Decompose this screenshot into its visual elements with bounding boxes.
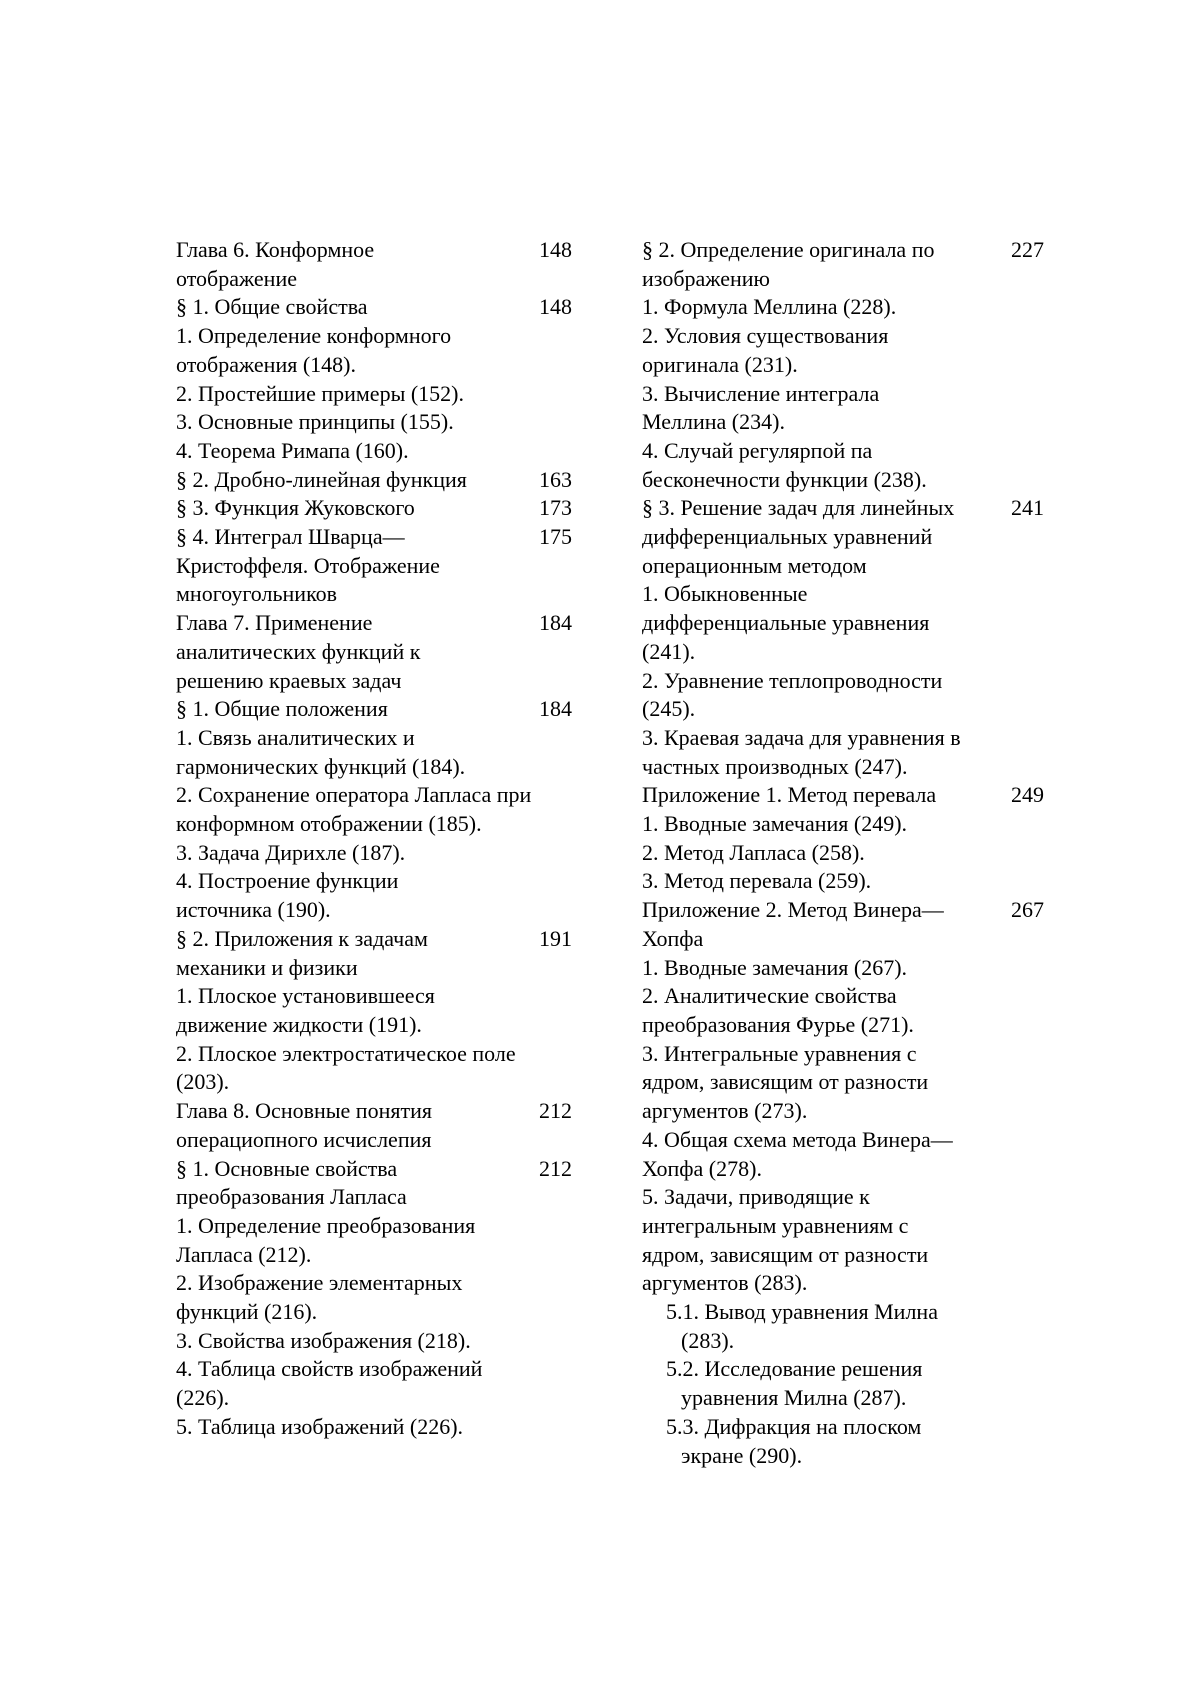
toc-entry-title: 5. Задачи, приводящие к интегральным уравнениям с ядром, зависящим от разности аргументов (283). xyxy=(642,1184,929,1296)
toc-left-column xyxy=(176,236,596,1442)
toc-entry[interactable] xyxy=(642,494,1062,580)
toc-entry-title: 2. Сохранение оператора Лапласа при конформном отображении (185). xyxy=(176,782,532,837)
toc-entry-page: 227 xyxy=(1011,237,1044,262)
toc-entry[interactable] xyxy=(642,437,1062,494)
toc-entry[interactable] xyxy=(176,1212,596,1269)
toc-entry-title: 2. Уравнение теплопроводности (245). xyxy=(642,667,943,722)
toc-entry[interactable] xyxy=(176,293,596,322)
toc-entry[interactable] xyxy=(176,1269,596,1326)
toc-right-column xyxy=(642,236,1062,1470)
toc-entry-title xyxy=(642,1355,962,1412)
toc-entry-title: 2. Простейшие примеры (152). xyxy=(176,380,464,406)
toc-entry[interactable] xyxy=(176,1413,596,1442)
toc-entry-title: § 2. Дробно-линейная функция xyxy=(176,466,467,492)
toc-entry-title xyxy=(642,1298,962,1355)
toc-entry[interactable] xyxy=(176,1040,596,1097)
toc-entry-title: 3. Вычисление интеграла Меллина (234). xyxy=(642,380,880,435)
toc-entry[interactable] xyxy=(642,1413,1062,1470)
toc-entry-title: § 2. Приложения к задачам механики и физики xyxy=(176,925,428,980)
toc-entry[interactable] xyxy=(642,839,1062,868)
toc-entry-page: 163 xyxy=(539,466,572,492)
toc-entry[interactable] xyxy=(176,781,596,838)
toc-entry-title: Глава 6. Конформное отображение xyxy=(176,237,375,291)
toc-entry[interactable] xyxy=(642,896,1062,953)
toc-entry[interactable] xyxy=(176,1097,596,1154)
toc-entry-title: 1. Плоское установившееся движение жидкости (191). xyxy=(176,983,435,1037)
toc-entry[interactable] xyxy=(176,867,596,924)
toc-entry[interactable] xyxy=(176,839,596,868)
toc-entry-page: 267 xyxy=(1011,897,1044,923)
toc-entry-title-text: 5.3. Дифракция на плоском экране (290). xyxy=(666,1413,922,1468)
toc-entry[interactable] xyxy=(642,1126,1062,1183)
toc-entry-title: 3. Интегральные уравнения с ядром, зависящим от разности аргументов (273). xyxy=(642,1040,929,1124)
toc-entry-title: 4. Построение функции источника (190). xyxy=(176,868,399,923)
toc-entry[interactable] xyxy=(642,322,1062,379)
toc-entry[interactable] xyxy=(642,982,1062,1039)
toc-entry[interactable] xyxy=(642,781,1062,810)
toc-entry-title: § 3. Функция Жуковского xyxy=(176,495,415,521)
toc-entry-title: § 1. Основные свойства преобразования Лапласа xyxy=(176,1155,407,1210)
toc-entry-page: 212 xyxy=(539,1155,572,1181)
toc-entry-title: 3. Метод перевала (259). xyxy=(642,868,872,894)
toc-entry-page: 241 xyxy=(1011,495,1044,521)
toc-entry-page: 212 xyxy=(539,1098,572,1124)
toc-entry-title: § 1. Общие положения xyxy=(176,696,388,722)
toc-entry-title: 4. Общая схема метода Винера—Хопфа (278). xyxy=(642,1126,953,1181)
toc-entry-title: 3. Задача Дирихле (187). xyxy=(176,839,406,865)
toc-entry[interactable] xyxy=(176,408,596,437)
toc-entry[interactable] xyxy=(176,494,596,523)
toc-entry-title: 2. Изображение элементарных функций (216). xyxy=(176,1270,463,1325)
toc-entry-title: § 1. Общие свойства xyxy=(176,294,368,320)
toc-entry-title: 1. Связь аналитических и гармонических функций (184). xyxy=(176,724,466,779)
toc-entry-page: 184 xyxy=(539,610,572,636)
toc-entry-title: 1. Обыкновенные дифференциальные уравнения (241). xyxy=(642,581,930,664)
toc-entry-title: 1. Определение преобразования Лапласа (212). xyxy=(176,1212,476,1267)
toc-entry-title: 3. Основные принципы (155). xyxy=(176,409,454,435)
toc-entry[interactable] xyxy=(176,609,596,695)
toc-entry[interactable] xyxy=(642,954,1062,983)
toc-entry[interactable] xyxy=(642,1298,1062,1355)
toc-entry-page: 249 xyxy=(1011,782,1044,808)
toc-entry-page: 148 xyxy=(539,237,572,262)
toc-entry[interactable] xyxy=(176,1355,596,1412)
toc-entry-title: 3. Свойства изображения (218). xyxy=(176,1327,471,1353)
toc-entry-title: 3. Краевая задача для уравнения в частных производных (247). xyxy=(642,724,961,779)
toc-entry-page: 173 xyxy=(539,495,572,521)
toc-entry[interactable] xyxy=(176,523,596,609)
toc-entry-page: 184 xyxy=(539,696,572,722)
toc-entry-title-text: 5.1. Вывод уравнения Милна (283). xyxy=(666,1299,938,1353)
toc-entry-title: 4. Теорема Римапа (160). xyxy=(176,437,409,463)
toc-entry[interactable] xyxy=(642,236,1062,293)
toc-entry[interactable] xyxy=(176,437,596,466)
toc-entry-page: 191 xyxy=(539,925,572,951)
toc-entry-title: Приложение 2. Метод Винера—Хопфа xyxy=(642,897,944,951)
toc-entry[interactable] xyxy=(176,982,596,1039)
toc-entry-title xyxy=(642,1413,962,1470)
toc-entry[interactable] xyxy=(176,1155,596,1212)
toc-entry-title: 1. Формула Меллина (228). xyxy=(642,294,897,320)
toc-entry-title: Приложение 1. Метод перевала xyxy=(642,782,937,808)
toc-entry[interactable] xyxy=(642,1040,1062,1126)
toc-entry[interactable] xyxy=(642,724,1062,781)
toc-entry[interactable] xyxy=(642,667,1062,724)
toc-entry-title-text: 5.2. Исследование решения уравнения Милна (287). xyxy=(666,1356,923,1411)
toc-entry-title: § 2. Определение оригинала по изображению xyxy=(642,237,935,291)
toc-entry[interactable] xyxy=(176,925,596,982)
toc-entry[interactable] xyxy=(176,380,596,409)
toc-entry[interactable] xyxy=(176,724,596,781)
toc-entry[interactable] xyxy=(642,1183,1062,1298)
toc-entry-title: 4. Случай регулярпой па бесконечности функции (238). xyxy=(642,437,927,492)
toc-entry-page: 148 xyxy=(539,294,572,320)
toc-entry-title: § 3. Решение задач для линейных дифференциальных уравнений операционным методом xyxy=(642,495,955,578)
toc-entry-title: Глава 7. Применение аналитических функций к решению краевых задач xyxy=(176,610,421,693)
toc-entry[interactable] xyxy=(642,810,1062,839)
toc-entry[interactable] xyxy=(176,466,596,495)
toc-entry[interactable] xyxy=(176,1327,596,1356)
toc-entry-title: 1. Определение конформного отображения (148). xyxy=(176,323,452,377)
toc-entry-title: 2. Метод Лапласа (258). xyxy=(642,839,865,865)
toc-entry[interactable] xyxy=(642,1355,1062,1412)
toc-entry-title: § 4. Интеграл Шварца—Кристоффеля. Отображение многоугольников xyxy=(176,524,440,607)
toc-entry[interactable] xyxy=(176,322,596,379)
toc-entry-title: 1. Вводные замечания (249). xyxy=(642,811,908,837)
toc-entry-title: 4. Таблица свойств изображений (226). xyxy=(176,1356,483,1411)
toc-entry[interactable] xyxy=(642,580,1062,666)
toc-entry[interactable] xyxy=(176,236,596,293)
toc-entry-title: 2. Аналитические свойства преобразования Фурье (271). xyxy=(642,983,914,1037)
toc-entry[interactable] xyxy=(176,695,596,724)
toc-entry-title: 5. Таблица изображений (226). xyxy=(176,1413,464,1439)
toc-entry-title: 2. Условия существования оригинала (231). xyxy=(642,323,889,377)
toc-entry[interactable] xyxy=(642,293,1062,322)
toc-entry-title: 2. Плоское электростатическое поле (203). xyxy=(176,1040,516,1095)
toc-entry-title: Глава 8. Основные понятия операциопного исчислепия xyxy=(176,1098,432,1152)
toc-entry[interactable] xyxy=(642,867,1062,896)
toc-entry-page: 175 xyxy=(539,524,572,550)
toc-entry[interactable] xyxy=(642,380,1062,437)
toc-entry-title: 1. Вводные замечания (267). xyxy=(642,954,908,980)
